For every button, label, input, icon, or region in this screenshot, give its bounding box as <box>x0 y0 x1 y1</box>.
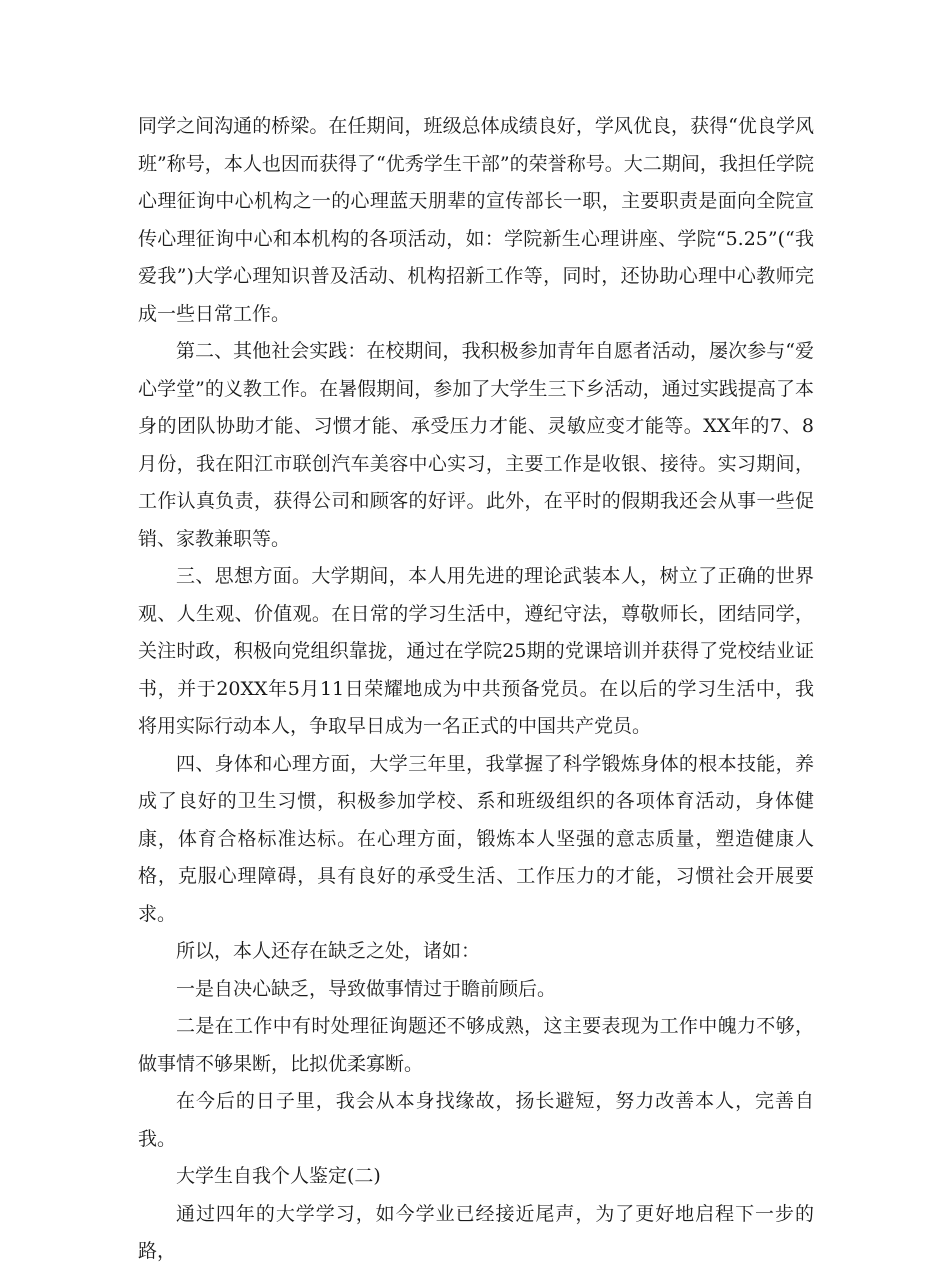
paragraph-ideology: 三、思想方面。大学期间，本人用先进的理论武装本人，树立了正确的世界观、人生观、价值观。在日常的学习生活中，遵纪守法，尊敬师长，团结同学，关注时政，积极向党组织靠拢，通过在学院25期的党课培训并获得了党校结业证书，并于20XX年5月11日荣耀地成为中共预备党员。在以后的学习生活中，我将用实际行动本人，争取早日成为一名正式的中国共产党员。 <box>138 565 814 737</box>
document-body <box>138 108 814 1271</box>
paragraph-physical-mental: 四、身体和心理方面，大学三年里，我掌握了科学锻炼身体的根本技能，养成了良好的卫生习惯，积极参加学校、系和班级组织的各项体育活动，身体健康，体育合格标准达标。在心理方面，锻炼本人坚强的意志质量，塑造健康人格，克服心理障碍，具有良好的承受生活、工作压力的才能，习惯社会开展要求。 <box>138 752 814 925</box>
paragraph-shortcoming-two: 二是在工作中有时处理征询题还不够成熟，这主要表现为工作中魄力不够，做事情不够果断，比拟优柔寡断。 <box>138 1015 814 1075</box>
paragraph-social-practice: 第二、其他社会实践：在校期间，我积极参加青年自愿者活动，屡次参与“爱心学堂”的义教工作。在暑假期间，参加了大学生三下乡活动，通过实践提高了本身的团队协助才能、习惯才能、承受压力才能、灵敏应变才能等。XX年的7、8月份，我在阳江市联创汽车美容中心实习，主要工作是收银、接待。实习期间，工作认真负责，获得公司和顾客的好评。此外，在平时的假期我还会从事一些促销、家教兼职等。 <box>138 340 814 550</box>
paragraph-intro-two: 通过四年的大学学习，如今学业已经接近尾声，为了更好地启程下一步的路， <box>138 1202 814 1262</box>
paragraph-shortcomings-intro: 所以，本人还存在缺乏之处，诸如： <box>176 940 481 962</box>
paragraph-shortcoming-one: 一是自决心缺乏，导致做事情过于瞻前顾后。 <box>176 977 557 1000</box>
paragraph-future: 在今后的日子里，我会从本身找缘故，扬长避短，努力改善本人，完善自我。 <box>138 1090 814 1150</box>
paragraph-student-leader: 同学之间沟通的桥梁。在任期间，班级总体成绩良好，学风优良，获得“优良学风班”称号，本人也因而获得了“优秀学生干部”的荣誉称号。大二期间，我担任学院心理征询中心机构之一的心理蓝天朋辈的宣传部长一职，主要职责是面向全院宣传心理征询中心和本机构的各项活动，如：学院新生心理讲座、学院“5.25”(“我爱我”)大学心理知识普及活动、机构招新工作等，同时，还协助心理中心教师完成一些日常工作。 <box>138 115 814 325</box>
section-heading: 大学生自我个人鉴定(二) <box>176 1165 381 1187</box>
